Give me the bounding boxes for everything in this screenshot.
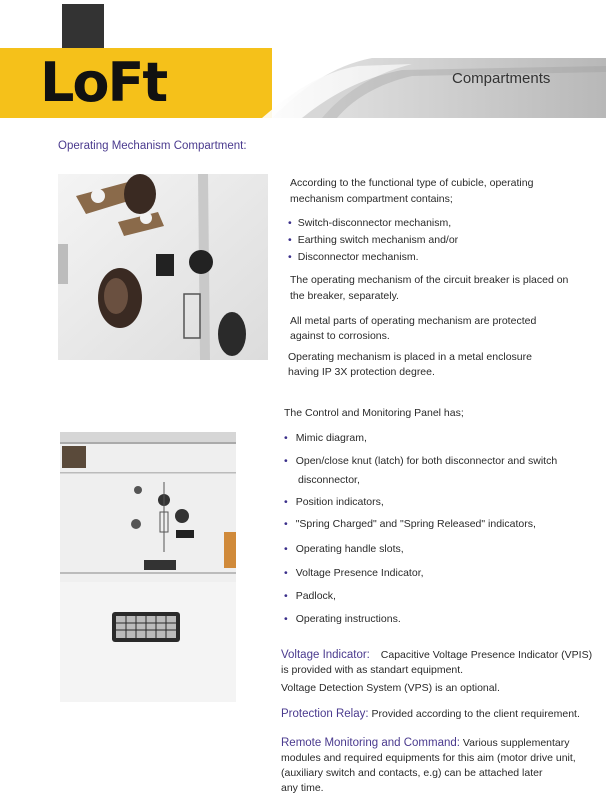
list-item: • Operating instructions. xyxy=(284,613,401,625)
list-item: • Switch-disconnector mechanism, xyxy=(288,215,458,232)
voltage-line-1 xyxy=(281,648,592,663)
voltage-text-3: Voltage Detection System (VPS) is an optional. xyxy=(281,682,500,694)
section-label: Compartments xyxy=(452,70,551,87)
metal-line-2: against to corrosions. xyxy=(290,330,390,342)
list-item: • Open/close knut (latch) for both disconnector and switch xyxy=(284,455,557,467)
control-panel-photo xyxy=(60,432,236,702)
voltage-text-1: Capacitive Voltage Presence Indicator (VPIS) xyxy=(380,649,593,661)
header-tab xyxy=(62,4,104,50)
breaker-line-2: the breaker, separately. xyxy=(290,290,399,302)
list-item: • Disconnector mechanism. xyxy=(288,249,458,266)
enclosure-line-2: having IP 3X protection degree. xyxy=(288,366,435,378)
header-swoosh xyxy=(262,48,606,118)
intro-line-2: mechanism compartment contains; xyxy=(290,193,453,205)
voltage-text-2: is provided with as standart equipment. xyxy=(281,664,464,676)
relay-label: Protection Relay: xyxy=(281,708,369,720)
remote-text-3: (auxiliary switch and contacts, e.g) can be attached later xyxy=(281,767,543,779)
remote-line-1 xyxy=(281,736,570,751)
breaker-line-1: The operating mechanism of the circuit breaker is placed on xyxy=(290,274,569,286)
contents-list xyxy=(288,215,458,266)
remote-text-1: Various supplementary xyxy=(462,737,570,749)
remote-label: Remote Monitoring and Command: xyxy=(281,737,460,749)
voltage-label: Voltage Indicator: xyxy=(281,649,370,661)
list-item: • Padlock, xyxy=(284,590,336,602)
list-item: • Earthing switch mechanism and/or xyxy=(288,232,458,249)
list-item: • Mimic diagram, xyxy=(284,432,367,444)
logo: LoFt xyxy=(40,51,167,114)
metal-line-1: All metal parts of operating mechanism are protected xyxy=(290,315,537,327)
list-item: • "Spring Charged" and "Spring Released" indicators, xyxy=(284,518,536,530)
relay-line xyxy=(281,707,580,722)
panel-item-continuation: disconnector, xyxy=(298,474,360,486)
remote-text-4: any time. xyxy=(281,782,324,794)
list-item: • Operating handle slots, xyxy=(284,543,404,555)
relay-text: Provided according to the client requirement. xyxy=(371,708,580,720)
remote-text-2: modules and required equipments for this aim (motor drive unit, xyxy=(281,752,576,764)
mechanism-photo xyxy=(58,174,268,360)
intro-line-1: According to the functional type of cubicle, operating xyxy=(290,177,534,189)
list-item: • Voltage Presence Indicator, xyxy=(284,567,424,579)
panel-heading: The Control and Monitoring Panel has; xyxy=(284,407,464,419)
enclosure-line-1: Operating mechanism is placed in a metal enclosure xyxy=(288,351,532,363)
list-item: • Position indicators, xyxy=(284,496,384,508)
section-title: Operating Mechanism Compartment: xyxy=(58,140,247,152)
